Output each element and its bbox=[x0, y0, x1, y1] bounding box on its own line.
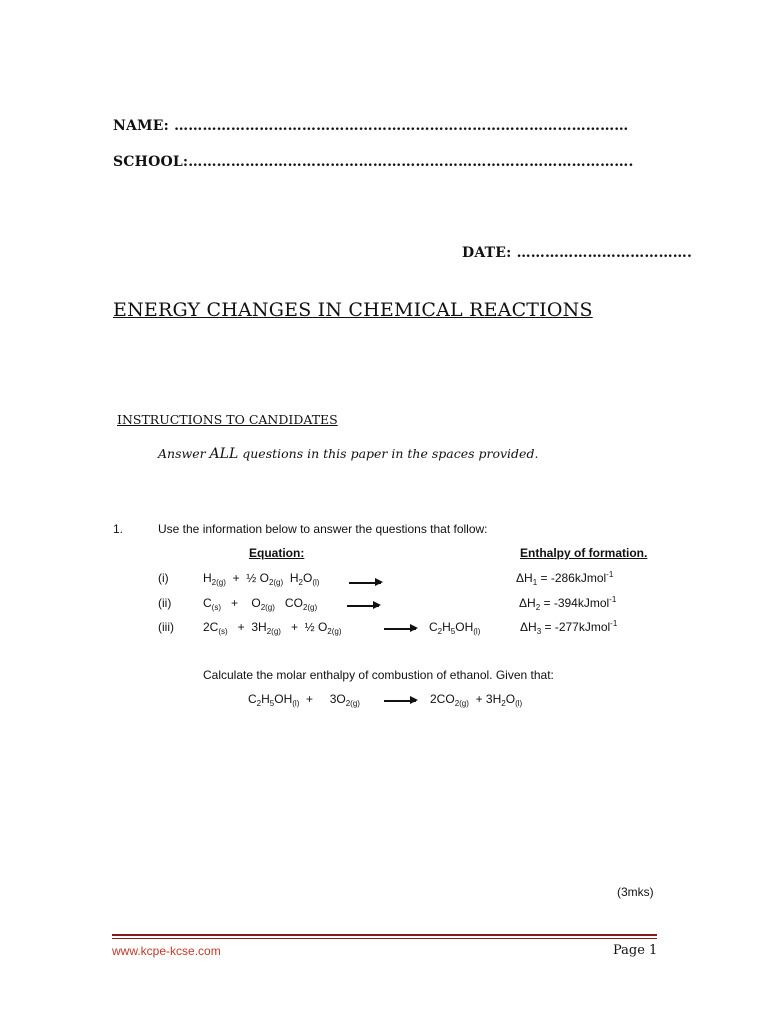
reaction-arrow bbox=[347, 605, 379, 607]
combustion-equation: $C_2H_5OH_{(l)}$ + $3O_{2(g)}$ bbox=[248, 692, 360, 708]
enthalpy-i: $\Delta H_1$ = -286kJmol$^{-1}$ bbox=[516, 570, 614, 587]
question-intro: Use the information below to answer the questions that follow: bbox=[158, 522, 488, 536]
equation-iii-product: $C_2H_5OH_{(l)}$ bbox=[429, 620, 481, 636]
reaction-arrow bbox=[349, 582, 381, 584]
date-field: DATE: ………………………………. bbox=[462, 245, 693, 261]
instructions-emphasis: ALL bbox=[209, 446, 239, 462]
equation-i: $H_{2(g)}$ + ½ $O_{2(g)}$ $H_2O_{(l)}$ bbox=[203, 571, 320, 587]
school-field: SCHOOL:…………………………………………………………………………………. bbox=[113, 154, 634, 170]
equation-iii: $2C_{(s)} + 3H_{2(g)}$ + ½ $O_{2(g)}$ bbox=[203, 620, 342, 636]
enthalpy-ii: $\Delta H_2$ = -394kJmol$^{-1}$ bbox=[519, 595, 617, 612]
footer-rule-thin bbox=[112, 938, 657, 939]
marks-label: (3mks) bbox=[617, 885, 654, 899]
row-label: (ii) bbox=[158, 596, 172, 610]
row-label: (i) bbox=[158, 571, 169, 585]
reaction-arrow bbox=[384, 628, 416, 630]
instructions-heading: INSTRUCTIONS TO CANDIDATES bbox=[117, 412, 338, 427]
combustion-products: $2CO_{2(g)} + 3H_2O_{(l)}$ bbox=[430, 692, 523, 708]
name-field: NAME: …………………………………………………………………………………… bbox=[113, 118, 629, 134]
reaction-arrow bbox=[384, 700, 416, 702]
enthalpy-iii: $\Delta H_3$ = -277kJmol$^{-1}$ bbox=[520, 619, 618, 636]
equation-ii: $C_{(s)}$ + $O_{2(g)}$ $CO_{2(g)}$ bbox=[203, 596, 318, 612]
equation-column-header: Equation: bbox=[249, 546, 305, 560]
instructions-text: Answer ALL questions in this paper in the spaces provided. bbox=[158, 446, 539, 462]
footer-website-link[interactable]: www.kcpe-kcse.com bbox=[112, 944, 221, 958]
question-task: Calculate the molar enthalpy of combustion of ethanol. Given that: bbox=[203, 668, 554, 682]
page-number: Page 1 bbox=[613, 943, 658, 958]
footer-rule bbox=[112, 934, 657, 936]
page-title: ENERGY CHANGES IN CHEMICAL REACTIONS bbox=[113, 299, 593, 321]
row-label: (iii) bbox=[158, 620, 174, 634]
enthalpy-column-header: Enthalpy of formation. bbox=[520, 546, 648, 560]
question-number: 1. bbox=[113, 522, 124, 536]
